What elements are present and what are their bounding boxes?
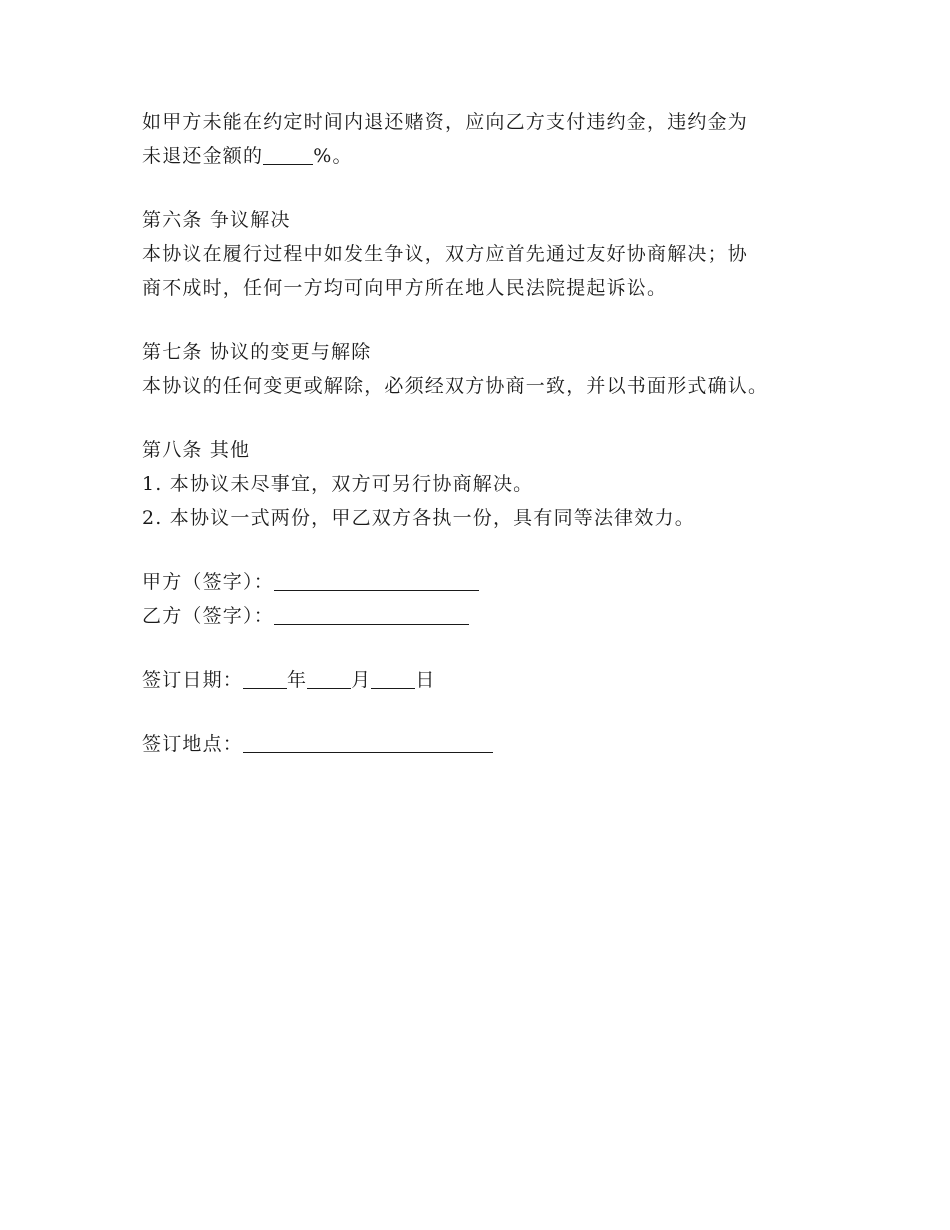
signing-date-line: 签订日期： 年 月 日 [142,669,436,691]
article7-line-1: 本协议的任何变更或解除，必须经双方协商一致，并以书面形式确认。 [142,375,769,397]
penalty-percent-blank [263,144,313,165]
spacer [142,305,842,335]
party-b-signature-blank [274,604,469,625]
article8-item-2: 2. 本协议一式两份，甲乙双方各执一份，具有同等法律效力。 [142,507,695,529]
month-blank [307,668,351,689]
spacer [142,403,842,433]
penalty-text-2-suffix: %。 [313,145,353,167]
penalty-text-2-prefix: 未退还金额的 [142,145,264,167]
spacer [142,535,842,565]
party-a-signature-blank [274,570,479,591]
party-a-label: 甲方（签字）： [142,571,274,593]
spacer [142,173,842,203]
article7-title: 第七条 协议的变更与解除 [142,341,372,363]
penalty-text-1: 如甲方未能在约定时间内退还赌资，应向乙方支付违约金，违约金为 [142,111,749,133]
party-b-label: 乙方（签字）： [142,605,274,627]
signing-place-blank [243,732,493,753]
article6-title: 第六条 争议解决 [142,209,291,231]
article8-title: 第八条 其他 [142,439,251,461]
article6-line-2: 商不成时，任何一方均可向甲方所在地人民法院提起诉讼。 [142,277,668,299]
year-blank [243,668,287,689]
article8-item-1: 1. 本协议未尽事宜，双方可另行协商解决。 [142,473,534,495]
party-a-signature-line [142,565,842,599]
penalty-line-1 [142,105,842,139]
contract-page [142,105,842,761]
party-b-signature-line [142,599,842,633]
article6-line-1: 本协议在履行过程中如发生争议，双方应首先通过友好协商解决；协 [142,243,749,265]
signing-place-label: 签订地点： [142,733,244,755]
day-blank [371,668,415,689]
spacer [142,697,842,727]
spacer [142,633,842,663]
signing-date-label: 签订日期： [142,669,244,691]
penalty-line-2 [142,139,842,173]
signing-place-line [142,727,842,761]
